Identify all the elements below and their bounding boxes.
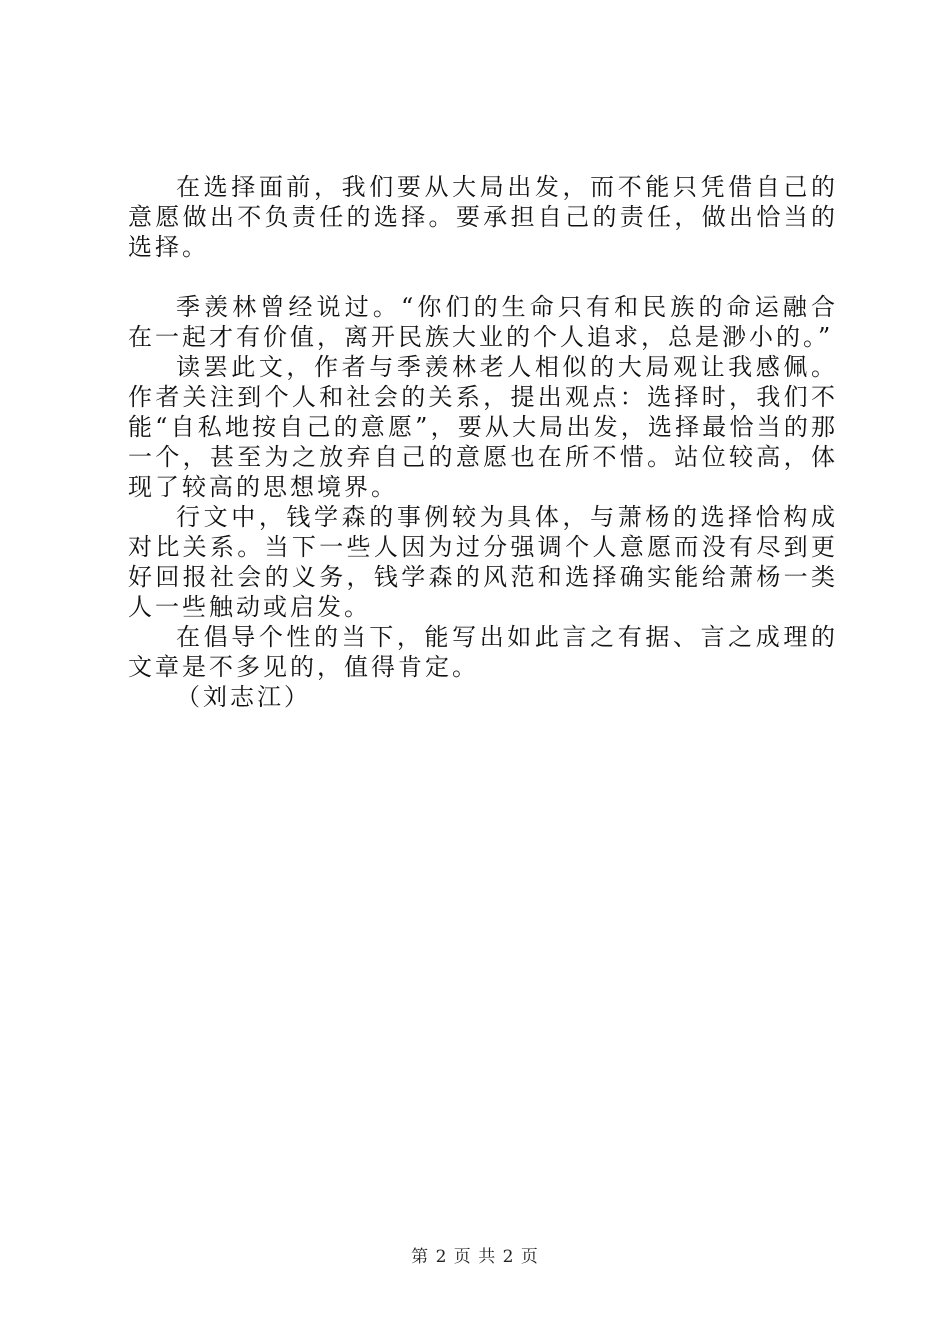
- paragraph-conclusion: 在倡导个性的当下，能写出如此言之有据、言之成理的文章是不多见的，值得肯定。: [128, 623, 838, 681]
- author-signature: （刘志江）: [176, 683, 311, 711]
- paragraph-quote: 季羡林曾经说过。“你们的生命只有和民族的命运融合在一起才有价值，离开民族大业的个人追求，总是渺小的。”: [128, 293, 838, 351]
- paragraph-comment: 读罢此文，作者与季羡林老人相似的大局观让我感佩。作者关注到个人和社会的关系，提出观点：选择时，我们不能“自私地按自己的意愿”，要从大局出发，选择最恰当的那一个，甚至为之放弃自己的意愿也在所不惜。站位较高，体现了较高的思想境界。: [128, 353, 838, 501]
- paragraph-choice: 在选择面前，我们要从大局出发，而不能只凭借自己的意愿做出不负责任的选择。要承担自己的责任，做出恰当的选择。: [128, 173, 838, 261]
- page-footer: 第 2 页 共 2 页: [411, 1247, 539, 1267]
- paragraph-example: 行文中，钱学森的事例较为具体，与萧杨的选择恰构成对比关系。当下一些人因为过分强调个人意愿而没有尽到更好回报社会的义务，钱学森的风范和选择确实能给萧杨一类人一些触动或启发。: [128, 503, 838, 621]
- document-body: [128, 172, 838, 712]
